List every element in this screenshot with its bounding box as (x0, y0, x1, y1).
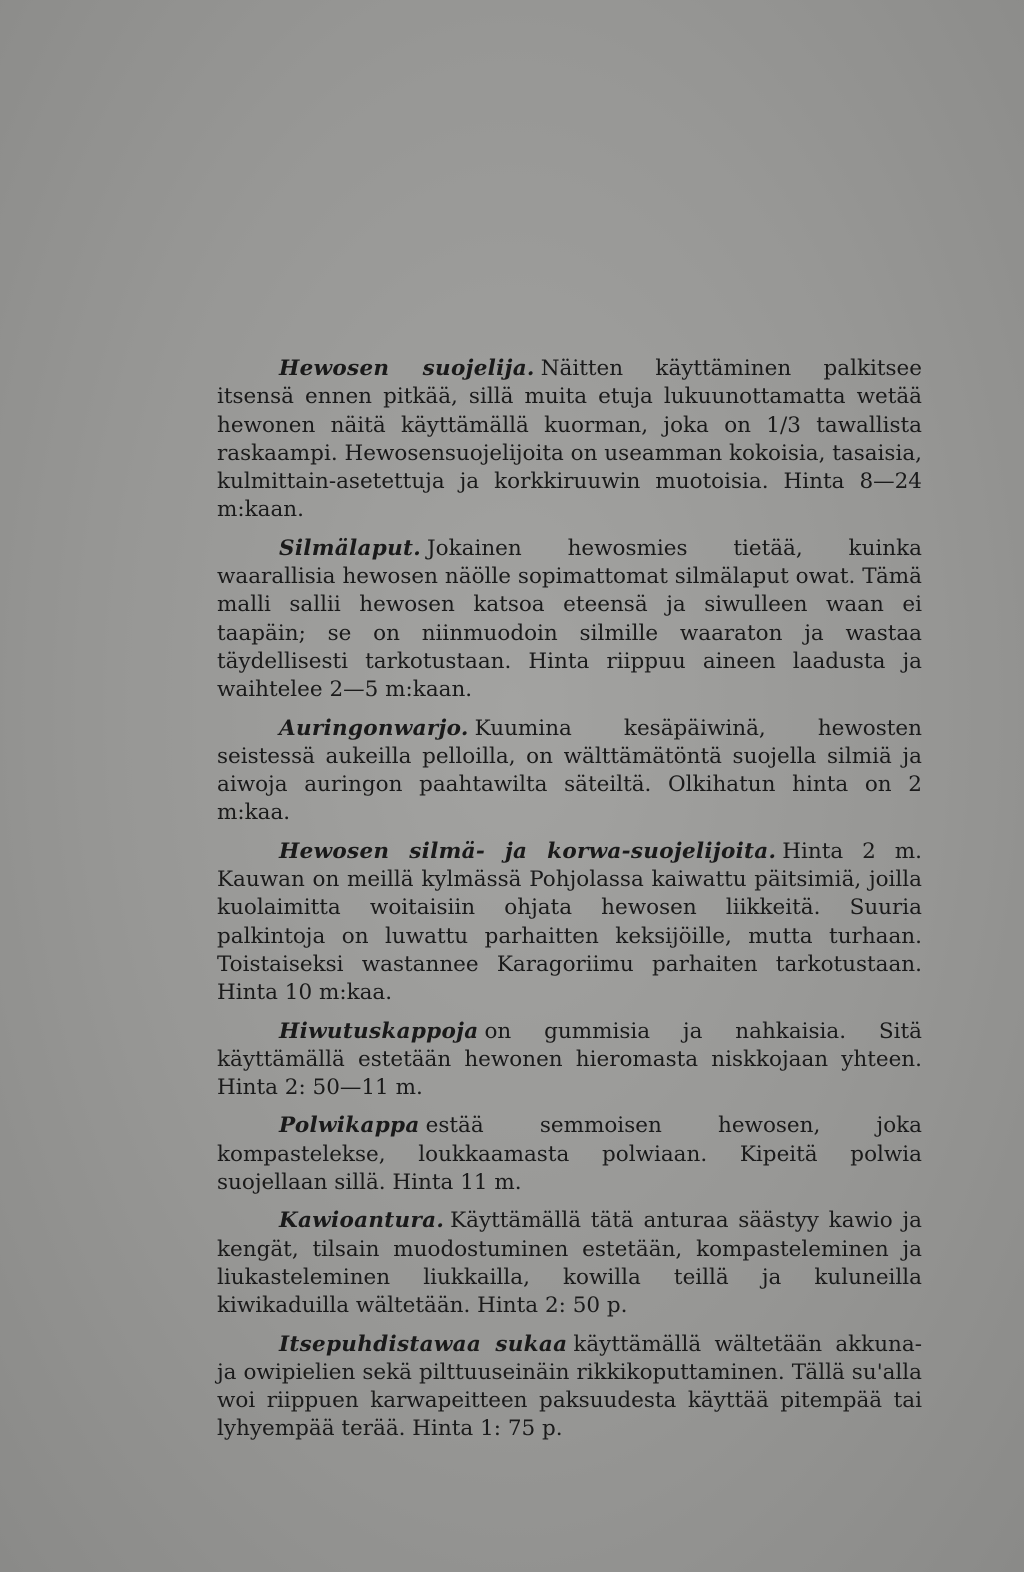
entry-body: estää semmoisen hewosen, joka kompastelekse, loukkaamasta polwiaan. Kipeitä polwia suojellaan sillä. Hinta 11 m. (217, 1113, 922, 1196)
entry-heading: Itsepuhdistawaa sukaa (279, 1331, 568, 1357)
entry-heading: Silmälaput. (279, 535, 422, 561)
entry-heading: Auringonwarjo. (279, 715, 469, 741)
entry-body: Näitten käyttäminen palkitsee itsensä ennen pitkää, sillä muita etuja lukuunottamatta wetää hewonen näitä käyttämällä kuorman, joka on 1/3 tawallista raskaampi. Hewosensuojelijoita on useamman kokoisia, tasaisia, kulmittain-asetettuja ja korkkiruuwin muotoisia. Hinta 8—24 m:kaan. (217, 356, 922, 523)
entry-kawioantura (217, 1207, 922, 1320)
entry-hewosen-suojelija (217, 355, 922, 525)
entry-body: Hinta 2 m. Kauwan on meillä kylmässä Pohjolassa kaiwattu päitsimiä, joilla kuolaimitta woitaisiin ohjata hewosen liikkeitä. Suuria palkintoja on luwattu parhaitten keksijöille, mutta turhaan. Toistaiseksi wastannee Karagoriimu parhaiten tarkotustaan. Hinta 10 m:kaa. (217, 838, 922, 1006)
entry-silmalaput (217, 535, 922, 705)
entry-body: on gummisia ja nahkaisia. Sitä käyttämällä estetään hewonen hieromasta niskkojaan yhteen. Hinta 2: 50—11 m. (217, 1018, 922, 1101)
entry-auringonwarjo (217, 715, 922, 828)
entry-hiwutuskappoja (217, 1018, 922, 1103)
entry-heading: Kawioantura. (279, 1208, 445, 1234)
entry-body: käyttämällä wältetään akkuna- ja owipielien sekä pilttuuseinäin rikkikoputtaminen. Tällä su'alla woi riippuen karwapeitteen paksuudesta käyttää pitempää tai lyhyempää terää. Hinta 1: 75 p. (217, 1331, 922, 1442)
text-column (217, 355, 922, 1454)
entry-heading: Hiwutuskappoja (279, 1018, 479, 1044)
entry-silma-korwa-suojelijoita (217, 838, 922, 1008)
entry-heading: Hewosen silmä- ja korwa-suojelijoita. (279, 838, 777, 864)
entry-body: Kuumina kesäpäiwinä, hewosten seistessä aukeilla pelloilla, on wälttämätöntä suojella silmiä ja aiwoja auringon paahtawilta säteiltä. Olkihatun hinta on 2 m:kaa. (217, 715, 922, 826)
entry-body: Käyttämällä tätä anturaa säästyy kawio ja kengät, tilsain muodostuminen estetään, kompasteleminen ja liukasteleminen liukkailla, kowilla teillä ja kuluneilla kiwikaduilla wältetään. Hinta 2: 50 p. (217, 1208, 922, 1319)
entry-heading: Polwikappa (279, 1113, 420, 1139)
entry-itsepuhdistawaa-sukaa (217, 1331, 922, 1444)
entry-polwikappa (217, 1112, 922, 1197)
entry-body: Jokainen hewosmies tietää, kuinka waarallisia hewosen näölle sopimattomat silmälaput owat. Tämä malli sallii hewosen katsoa eteensä ja siwulleen waan ei taapäin; se on niinmuodoin silmille waaraton ja wastaa täydellisesti tarkotustaan. Hinta riippuu aineen laadusta ja waihtelee 2—5 m:kaan. (217, 535, 922, 703)
entry-heading: Hewosen suojelija. (279, 356, 535, 381)
